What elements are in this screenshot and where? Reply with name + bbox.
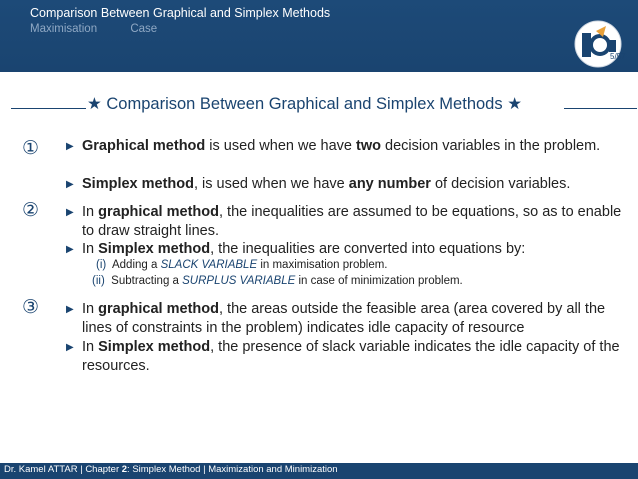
point-number-3: ③: [22, 297, 40, 318]
title-rule-right: [564, 108, 637, 109]
point-number-1: ①: [22, 138, 40, 159]
page-number: 5/57: [610, 52, 626, 61]
slide-title-row: [11, 94, 631, 116]
point-2b-sub-ii: (ii) Subtracting a SURPLUS VARIABLE in case of minimization problem.: [92, 275, 463, 287]
slide-title-text: Comparison Between Graphical and Simplex Methods: [106, 95, 503, 113]
point-2b: In Simplex method, the inequalities are converted into equations by:: [82, 241, 526, 257]
header-nav: [30, 23, 187, 35]
triangle-bullet-icon: ▶: [66, 244, 74, 255]
point-3a: In graphical method, the areas outside the feasible area (area covered by all the lines of constraints in the problem) indicates idle capacity of resource: [82, 301, 606, 336]
star-icon: ★: [87, 95, 102, 113]
point-2a: In graphical method, the inequalities are assumed to be equations, so as to enable to draw straight lines.: [82, 204, 622, 239]
title-rule-left: [11, 108, 86, 109]
header-bar: [0, 0, 638, 72]
university-logo-icon: [560, 18, 632, 76]
footer-bar: [0, 463, 638, 479]
nav-section[interactable]: Maximisation: [30, 23, 98, 35]
star-icon: ★: [507, 95, 522, 113]
header-title: Comparison Between Graphical and Simplex Methods: [30, 6, 331, 20]
point-2b-sub-i: (i) Adding a SLACK VARIABLE in maximisation problem.: [96, 259, 388, 271]
point-1a: Graphical method is used when we have two decision variables in the problem.: [82, 138, 601, 154]
point-number-2: ②: [22, 200, 40, 221]
triangle-bullet-icon: ▶: [66, 207, 74, 218]
triangle-bullet-icon: ▶: [66, 342, 74, 353]
triangle-bullet-icon: ▶: [66, 304, 74, 315]
triangle-bullet-icon: ▶: [66, 141, 74, 152]
slide-title: [87, 94, 522, 114]
triangle-bullet-icon: ▶: [66, 179, 74, 190]
nav-subsection[interactable]: Case: [130, 23, 158, 35]
footer-text: Dr. Kamel ATTAR | Chapter 2: Simplex Method | Maximization and Minimization: [4, 464, 338, 475]
point-3b: In Simplex method, the presence of slack variable indicates the idle capacity of the resources.: [82, 339, 620, 374]
point-1b: Simplex method, is used when we have any number of decision variables.: [82, 176, 571, 192]
